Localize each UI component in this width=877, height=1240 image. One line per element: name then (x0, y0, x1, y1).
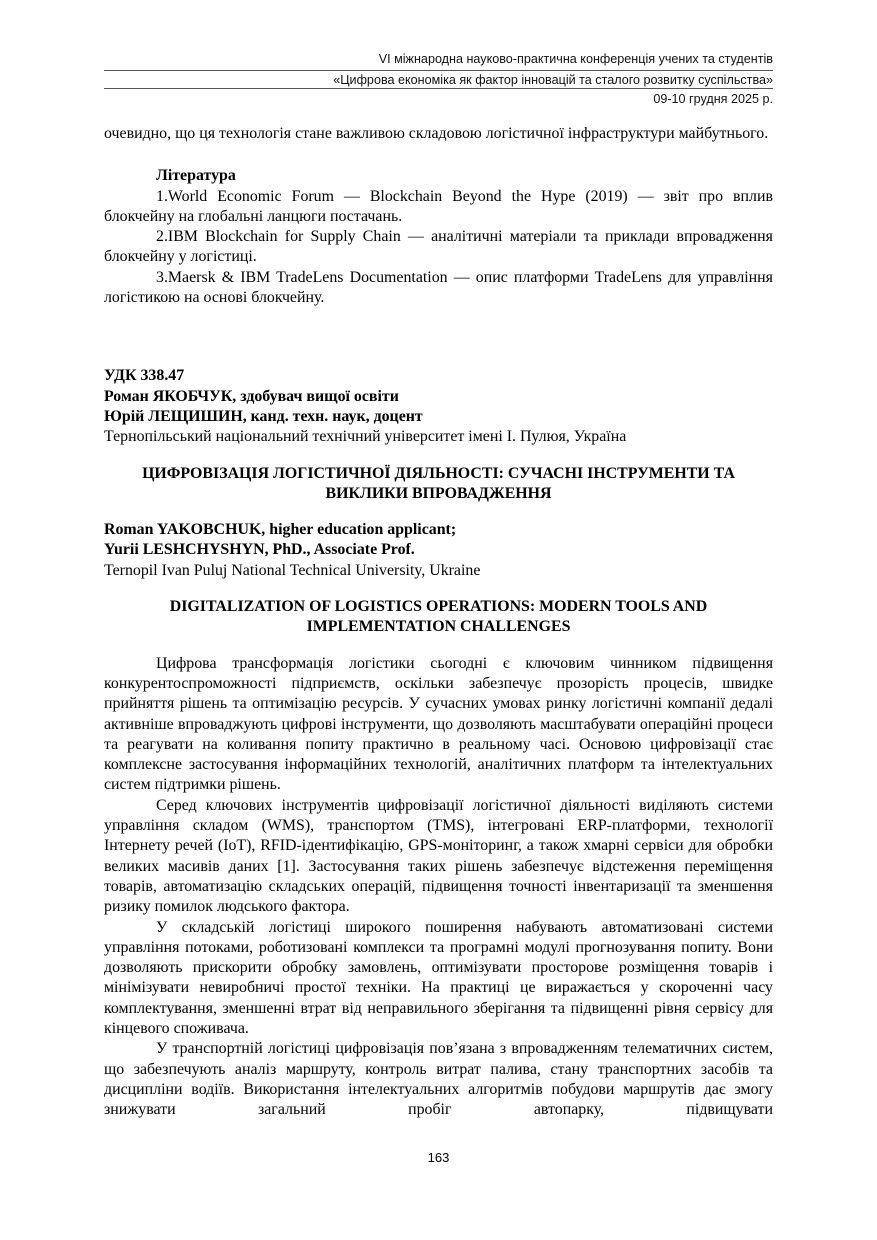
author-en: Yurii LESHCHYSHYN, PhD., Associate Prof. (104, 541, 415, 559)
author-name: Роман ЯКОБЧУК, (104, 387, 237, 405)
literature-title: Література (156, 167, 236, 185)
header-conference: VI міжнародна науково-практична конференція учених та студентів (378, 52, 773, 66)
author-ua (104, 407, 773, 427)
body-paragraph: Цифрова трансформація логістики сьогодні є ключовим чинником підвищення конкурентоспроможності підприємств, оскільки забезпечує прозорість процесів, швидке прийняття рішень та оптимізацію ресурсів. У сучасних умовах ринку логістичні компанії дедалі активніше впроваджують цифрові інструменти, що дозволяють масштабувати операційні процеси та реагувати на коливання попиту практично в реальному часі. Основою цифровізації стає комплексне застосування інформаційних технологій, аналітичних платформ та інтелектуальних систем підтримки рішень. (104, 654, 773, 794)
literature-item: 3.Maersk & IBM TradeLens Documentation — опис платформи TradeLens для управління логістикою на основі блокчейну. (104, 268, 773, 307)
author-role: здобувач вищої освіти (236, 387, 399, 405)
affiliation-ua: Тернопільський національний технічний університет імені І. Пулюя, Україна (104, 428, 627, 446)
page-content (104, 124, 773, 1120)
header-theme: «Цифрова економіка як фактор інновацій та сталого розвитку суспільства» (333, 73, 773, 87)
author-role: канд. техн. наук, доцент (246, 407, 423, 425)
body-paragraph: У складській логістиці широкого поширення набувають автоматизовані системи управління потоками, роботизовані комплекси та програмні модулі прогнозування попиту. Вони дозволяють прискорити обробку замовлень, оптимізувати просторове розміщення товарів і мінімізувати невиробничі простої техніки. На практиці це виражається у скороченні часу комплектування, зменшенні втрат від неправильного зберігання та підвищенні рівня сервісу для кінцевого споживача. (104, 918, 773, 1037)
author-ua (104, 387, 773, 407)
literature-item: 2.IBM Blockchain for Supply Chain — аналітичні матеріали та приклади впровадження блокчейну у логістиці. (104, 228, 773, 266)
affiliation-en: Ternopil Ivan Puluj National Technical University, Ukraine (104, 561, 481, 579)
page-number: 163 (427, 1150, 450, 1165)
body-paragraph: Серед ключових інструментів цифровізації логістичної діяльності виділяють системи управління складом (WMS), транспортом (TMS), інтегровані ERP-платформи, технології Інтернету речей (IoT), RFID-ідентифікацію, GPS-моніторинг, а також хмарні сервіси для обробки великих масивів даних [1]. Застосування таких рішень забезпечує відстеження переміщення товарів, автоматизацію складських операцій, підвищення точності інвентаризації та зменшення ризику помилок людського фактора. (104, 796, 773, 916)
header-rule (104, 88, 773, 89)
header-date: 09-10 грудня 2025 р. (653, 92, 773, 106)
body-paragraph: У транспортній логістиці цифровізація пов’язана з впровадженням телематичних систем, що забезпечують аналіз маршруту, контроль витрат палива, стану транспортних засобів та дисципліни водіїв. Використання інтелектуальних алгоритмів побудови маршрутів дає змогу знижувати загальний пробіг автопарку, підвищувати (104, 1040, 773, 1119)
author-en: Roman YAKOBCHUK, higher education applicant; (104, 521, 457, 539)
continuation-text: очевидно, що ця технологія стане важливою складовою логістичної інфраструктури майбутнього. (104, 125, 769, 142)
header-rule (104, 70, 773, 71)
article-title-en: DIGITALIZATION OF LOGISTICS OPERATIONS: MODERN TOOLS AND IMPLEMENTATION CHALLENGES (169, 598, 708, 636)
authors-en (104, 520, 773, 581)
article-title-ua: ЦИФРОВІЗАЦІЯ ЛОГІСТИЧНОЇ ДІЯЛЬНОСТІ: СУЧАСНІ ІНСТРУМЕНТИ ТА ВИКЛИКИ ВПРОВАДЖЕННЯ (142, 464, 735, 502)
author-name: Юрій ЛЕЩИШИН, (104, 407, 247, 425)
literature-item: 1.World Economic Forum — Blockchain Beyond the Hype (2019) — звіт про вплив блокчейну на глобальні ланцюги постачань. (104, 187, 773, 225)
article-body (104, 654, 773, 1121)
udk-code: УДК 338.47 (104, 367, 185, 385)
